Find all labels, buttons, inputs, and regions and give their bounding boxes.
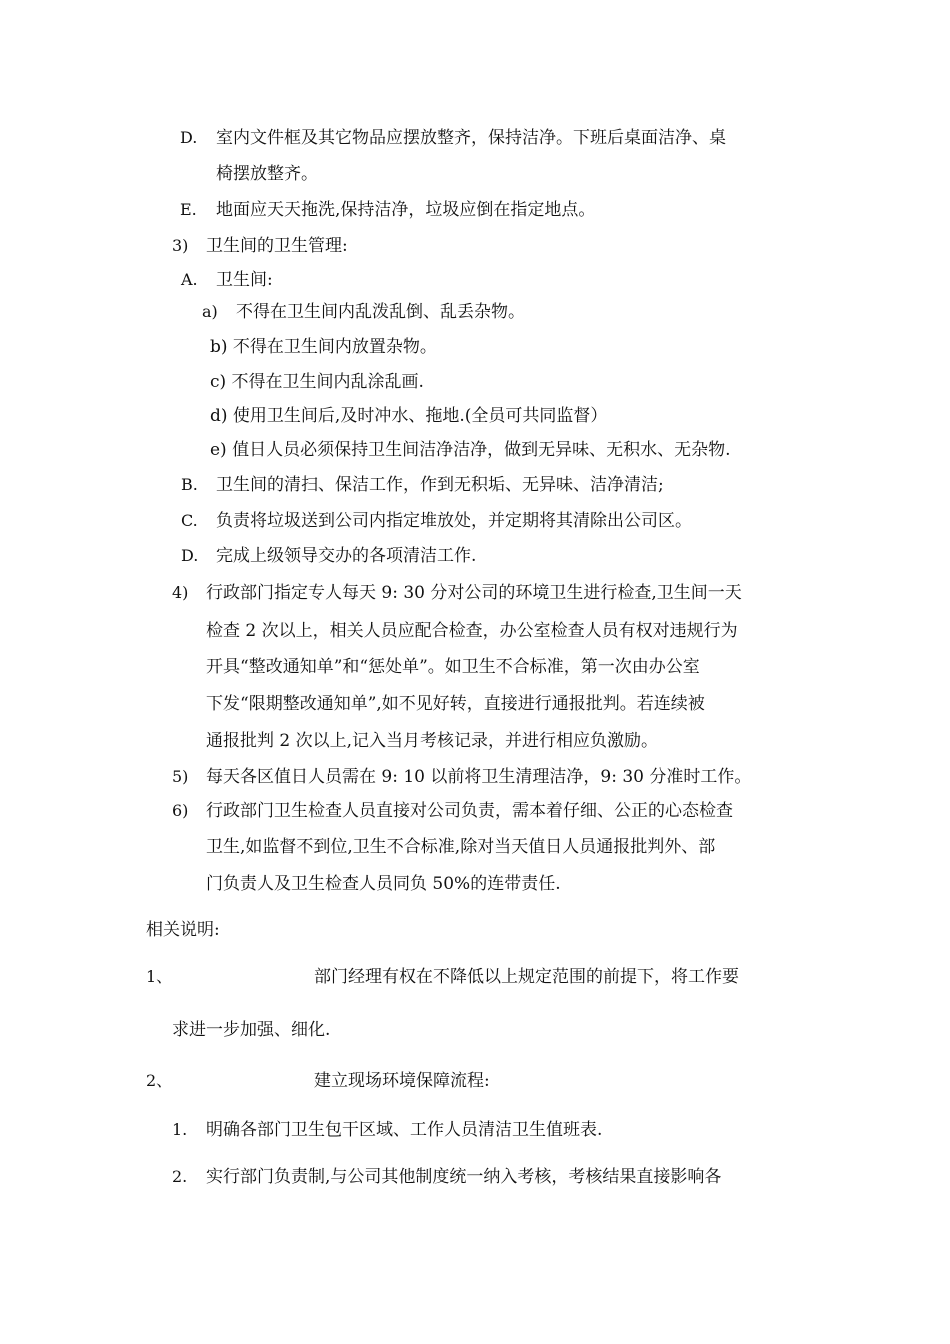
note-1-line-1: 部门经理有权在不降低以上规定范围的前提下，将工作要	[314, 967, 739, 987]
notes-heading: 相关说明:	[146, 920, 220, 940]
item-A-text: 卫生间:	[216, 270, 273, 290]
section-4-line-3: 开具“整改通知单”和“惩处单”。如卫生不合标准，第一次由办公室	[206, 657, 700, 677]
section-3-marker: 3)	[172, 236, 189, 255]
item-D2-marker: D.	[181, 546, 199, 565]
section-5-marker: 5)	[172, 767, 189, 786]
item-e-text: 地面应天天拖洗,保持洁净，垃圾应倒在指定地点。	[216, 200, 596, 220]
section-4-line-2: 检查 2 次以上，相关人员应配合检查，办公室检查人员有权对违规行为	[206, 621, 738, 641]
section-6-marker: 6)	[172, 801, 189, 820]
sub-c-text: c) 不得在卫生间内乱涂乱画.	[210, 372, 424, 392]
section-4-line-5: 通报批判 2 次以上,记入当月考核记录，并进行相应负激励。	[206, 731, 659, 751]
procedure-2-text: 实行部门负责制,与公司其他制度统一纳入考核，考核结果直接影响各	[206, 1167, 722, 1187]
section-3-title: 卫生间的卫生管理:	[206, 236, 348, 256]
section-4-line-4: 下发“限期整改通知单”,如不见好转，直接进行通报批判。若连续被	[206, 694, 705, 714]
procedure-2-marker: 2.	[172, 1167, 188, 1186]
item-d-marker: D.	[180, 128, 198, 147]
item-B-marker: B.	[181, 475, 198, 494]
note-2-marker: 2、	[146, 1071, 173, 1090]
sub-a-text: 不得在卫生间内乱泼乱倒、乱丢杂物。	[236, 302, 525, 322]
sub-b-text: b) 不得在卫生间内放置杂物。	[210, 337, 437, 357]
item-d-text: 室内文件框及其它物品应摆放整齐，保持洁净。下班后桌面洁净、桌	[216, 128, 726, 148]
note-2-text: 建立现场环境保障流程:	[314, 1071, 490, 1091]
item-d-text-cont: 椅摆放整齐。	[216, 164, 318, 184]
section-4-marker: 4)	[172, 583, 189, 602]
procedure-1-text: 明确各部门卫生包干区域、工作人员清洁卫生值班表.	[206, 1120, 603, 1140]
item-A-marker: A.	[181, 270, 198, 289]
note-1-line-2: 求进一步加强、细化.	[172, 1020, 331, 1040]
item-D2-text: 完成上级领导交办的各项清洁工作.	[216, 546, 477, 566]
section-6-line-1: 行政部门卫生检查人员直接对公司负责，需本着仔细、公正的心态检查	[206, 801, 733, 821]
sub-a-marker: a)	[202, 302, 218, 321]
sub-e-text: e) 值日人员必须保持卫生间洁净洁净，做到无异味、无积水、无杂物.	[210, 440, 731, 460]
sub-d-text: d) 使用卫生间后,及时冲水、拖地.(全员可共同监督）	[210, 406, 608, 426]
note-1-marker: 1、	[146, 967, 173, 986]
item-e-marker: E.	[180, 200, 197, 219]
item-C-text: 负责将垃圾送到公司内指定堆放处，并定期将其清除出公司区。	[216, 511, 692, 531]
section-5-text: 每天各区值日人员需在 9: 10 以前将卫生清理洁净，9: 30 分准时工作。	[206, 767, 752, 787]
item-C-marker: C.	[181, 511, 198, 530]
section-4-line-1: 行政部门指定专人每天 9: 30 分对公司的环境卫生进行检查,卫生间一天	[206, 583, 742, 603]
section-6-line-2: 卫生,如监督不到位,卫生不合标准,除对当天值日人员通报批判外、部	[206, 837, 716, 857]
procedure-1-marker: 1.	[172, 1120, 188, 1139]
section-6-line-3: 门负责人及卫生检查人员同负 50%的连带责任.	[206, 874, 561, 894]
item-B-text: 卫生间的清扫、保洁工作，作到无积垢、无异味、洁净清洁;	[216, 475, 664, 495]
